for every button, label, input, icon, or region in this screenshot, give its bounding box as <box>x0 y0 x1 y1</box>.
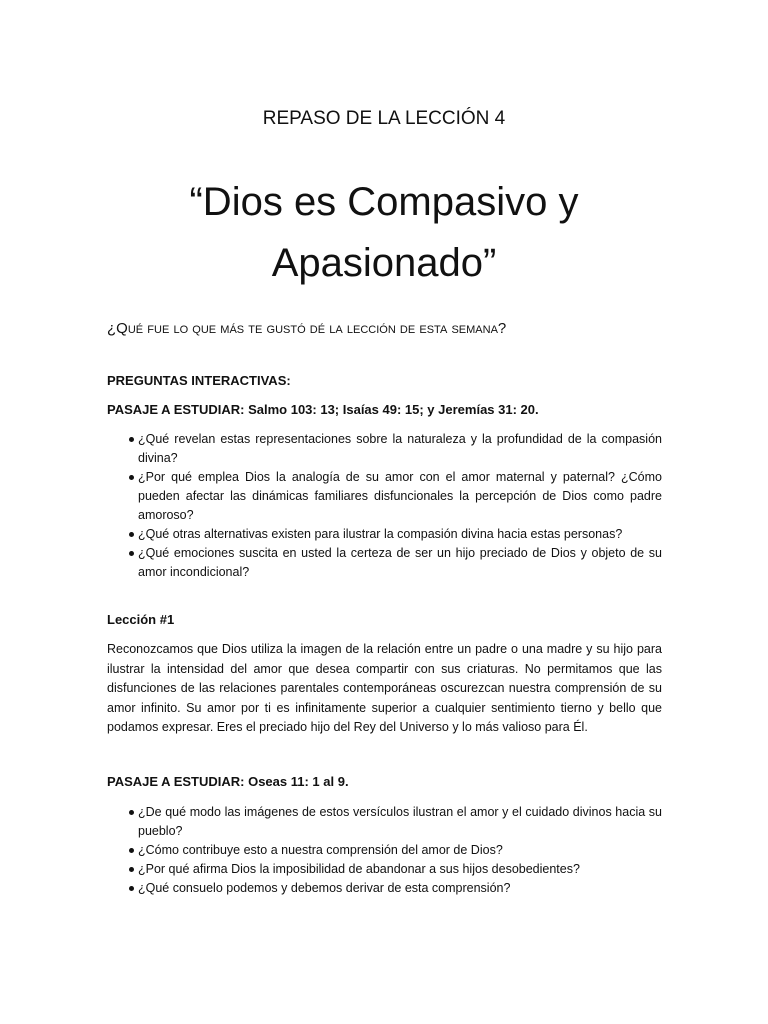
list-item: ¿Qué consuelo podemos y debemos derivar de esta comprensión? <box>138 881 511 895</box>
document-title <box>0 172 768 294</box>
lesson-1-heading: Lección #1 <box>107 612 175 627</box>
lesson-kicker: REPASO DE LA LECCIÓN 4 <box>262 108 506 129</box>
title-line-2: Apasionado” <box>271 241 497 285</box>
lesson-1-paragraph: Reconozcamos que Dios utiliza la imagen de la relación entre un padre o una madre y su hijo para ilustrar la intensidad del amor que desea compartir con sus criaturas. No permitamos que las disfunciones de las relaciones parentales contemporáneas oscurezcan nuestra comprensión de su amor infinito. Su amor por ti es infinitamente superior a cualquier sentimiento tierno y bello que podamos expresar. Eres el preciado hijo del Rey del Universo y lo más valioso para Él. <box>107 642 662 734</box>
passage-heading-1: PASAJE A ESTUDIAR: Salmo 103: 13; Isaías 49: 15; y Jeremías 31: 20. <box>107 402 539 417</box>
title-line-1: “Dios es Compasivo y <box>189 180 579 224</box>
list-item: ¿De qué modo las imágenes de estos versículos ilustran el amor y el cuidado divinos hacia su pueblo? <box>138 805 662 838</box>
list-item: ¿Qué otras alternativas existen para ilustrar la compasión divina hacia estas personas? <box>138 527 623 541</box>
passage-heading-2: PASAJE A ESTUDIAR: Oseas 11: 1 al 9. <box>107 774 349 789</box>
list-item: ¿Qué emociones suscita en usted la certeza de ser un hijo preciado de Dios y objeto de su amor incondicional? <box>138 546 662 579</box>
question-list-1 <box>107 430 662 582</box>
reflection-question: ¿Qué fue lo que más te gustó dé la lección de esta semana? <box>107 320 507 337</box>
list-item: ¿Cómo contribuye esto a nuestra comprensión del amor de Dios? <box>138 843 503 857</box>
list-item: ¿Por qué emplea Dios la analogía de su amor con el amor maternal y paternal? ¿Cómo pueden afectar las dinámicas familiares disfuncionales la percepción de Dios como padre amoroso? <box>138 470 662 522</box>
interactive-questions-heading: PREGUNTAS INTERACTIVAS: <box>107 373 291 388</box>
list-item: ¿Por qué afirma Dios la imposibilidad de abandonar a sus hijos desobedientes? <box>138 862 580 876</box>
question-list-2 <box>107 803 662 898</box>
list-item: ¿Qué revelan estas representaciones sobre la naturaleza y la profundidad de la compasión divina? <box>138 432 662 465</box>
